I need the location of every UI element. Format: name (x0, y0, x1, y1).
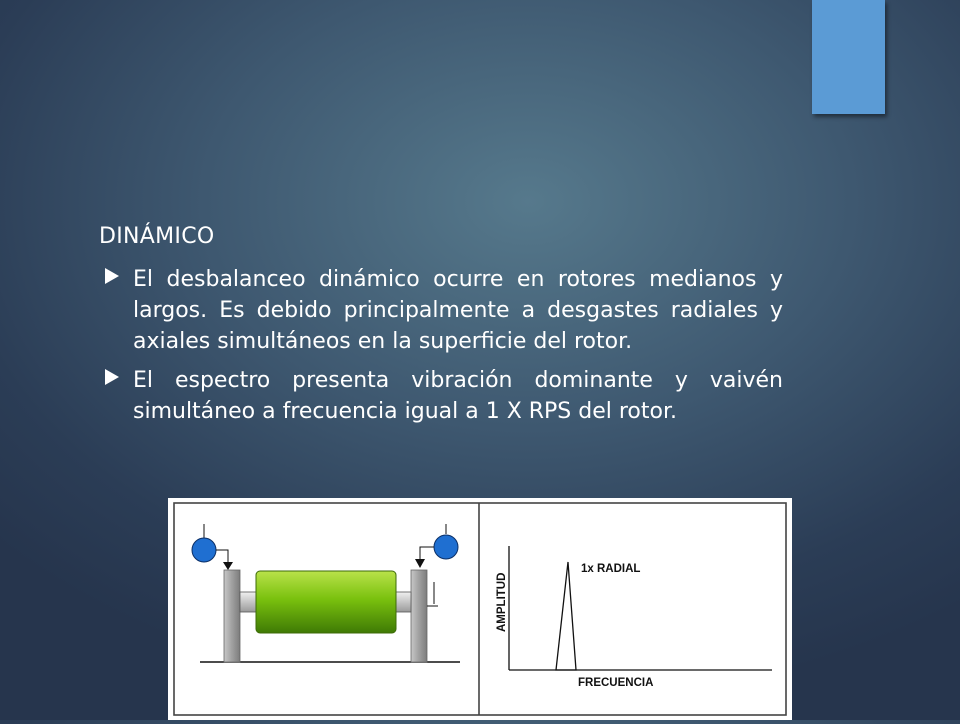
right-sensor (434, 535, 458, 559)
peak-1x (556, 562, 576, 670)
section-title: DINÁMICO (99, 224, 215, 249)
left-bearing (224, 570, 240, 662)
y-axis-label: AMPLITUD (496, 572, 508, 632)
triangle-right-icon (105, 268, 119, 284)
peak-label: 1x RADIAL (581, 563, 641, 575)
x-axis-label: FRECUENCIA (578, 677, 654, 689)
figure-svg (168, 498, 792, 720)
accent-bar (812, 0, 885, 114)
rotor-diagram (192, 524, 460, 662)
bullet-item (99, 264, 783, 357)
triangle-right-icon (105, 369, 119, 385)
unbalance-figure (168, 498, 792, 720)
rotor (256, 571, 396, 633)
right-bearing (411, 570, 427, 662)
arrow-down-icon (223, 562, 233, 570)
bullet-item (99, 365, 783, 427)
slide-content (99, 222, 783, 435)
left-shaft-stub (240, 592, 256, 612)
bullet-text: El espectro presenta vibración dominante y vaivén simultáneo a frecuencia igual a 1 X RPS del rotor. (133, 368, 783, 424)
right-shaft-stub (396, 592, 411, 612)
left-sensor (192, 538, 216, 562)
bullet-text: El desbalanceo dinámico ocurre en rotores medianos y largos. Es debido principalmente a desgastes radiales y axiales simultáneos en la superficie del rotor. (133, 267, 783, 354)
spectrum-plot (496, 546, 772, 689)
arrow-down-icon (415, 559, 425, 568)
